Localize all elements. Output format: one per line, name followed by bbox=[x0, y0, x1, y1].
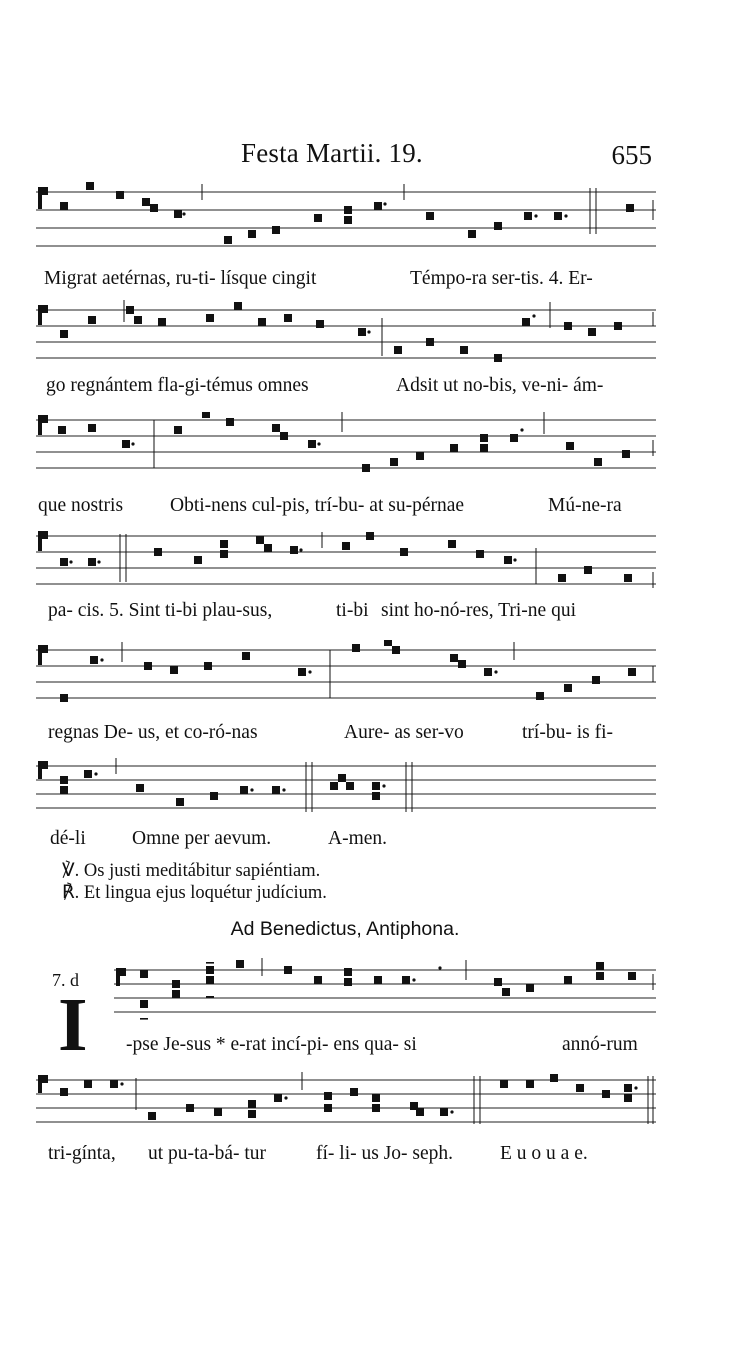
lyric-segment: Omne per aevum. bbox=[132, 828, 272, 849]
lyric-segment: regnas De- us, et co-ró-nas bbox=[48, 722, 258, 743]
lyric-segment: que nostris bbox=[38, 495, 124, 516]
lyric-segment: ti-bi bbox=[336, 600, 369, 621]
chant-staff-8 bbox=[36, 1070, 656, 1140]
versicle-line: ℣. Os justi meditábitur sapiéntiam. bbox=[62, 861, 321, 881]
drop-cap-initial: I bbox=[58, 983, 88, 1067]
antiphon-heading: Ad Benedictus, Antiphona. bbox=[230, 918, 460, 940]
lyric-segment: pa- cis. 5. Sint ti-bi plau-sus, bbox=[48, 600, 273, 621]
page-number: 655 bbox=[611, 140, 652, 170]
lyric-segment: Mú-ne-ra bbox=[548, 495, 622, 516]
lyric-segment: ut pu-ta-bá- tur bbox=[148, 1143, 267, 1164]
lyric-segment: Obti-nens cul-pis, trí-bu- at su-pérnae bbox=[170, 495, 465, 516]
lyric-segment: Aure- as ser-vo bbox=[344, 722, 464, 743]
chant-staff-2 bbox=[36, 300, 656, 370]
running-title: Festa Martii. 19. bbox=[241, 138, 423, 168]
page-header bbox=[36, 138, 656, 178]
lyric-segment: go regnántem fla-gi-témus omnes bbox=[46, 375, 309, 396]
lyric-segment: Migrat aetérnas, ru-ti- lísque cingit bbox=[44, 268, 317, 289]
chant-staff-1 bbox=[36, 180, 656, 256]
chant-staff-6 bbox=[36, 756, 656, 822]
response-line: ℟. Et lingua ejus loquétur judícium. bbox=[62, 883, 327, 903]
chant-staff-5 bbox=[36, 640, 656, 710]
mode-label: 7. d bbox=[52, 970, 79, 990]
chant-staff-4 bbox=[36, 528, 656, 598]
lyric-segment: Adsit ut no-bis, ve-ni- ám- bbox=[396, 375, 604, 396]
lyric-segment: tri-gínta, bbox=[48, 1143, 116, 1164]
lyric-segment: -pse Je-sus * e-rat incí-pi- ens qua- si bbox=[126, 1034, 417, 1055]
lyric-segment: fí- li- us Jo- seph. bbox=[316, 1143, 454, 1164]
lyric-segment: dé-li bbox=[50, 828, 86, 849]
lyric-segment: E u o u a e. bbox=[500, 1143, 588, 1164]
lyric-segment: Témpo-ra ser-tis. 4. Er- bbox=[410, 268, 593, 289]
chant-staff-3 bbox=[36, 412, 656, 482]
chant-staff-7 bbox=[114, 958, 656, 1034]
lyric-segment: annó-rum bbox=[562, 1034, 638, 1055]
lyric-segment: trí-bu- is fi- bbox=[522, 722, 613, 743]
lyric-segment: sint ho-nó-res, Tri-ne qui bbox=[381, 600, 576, 621]
lyric-segment: A-men. bbox=[328, 828, 388, 849]
